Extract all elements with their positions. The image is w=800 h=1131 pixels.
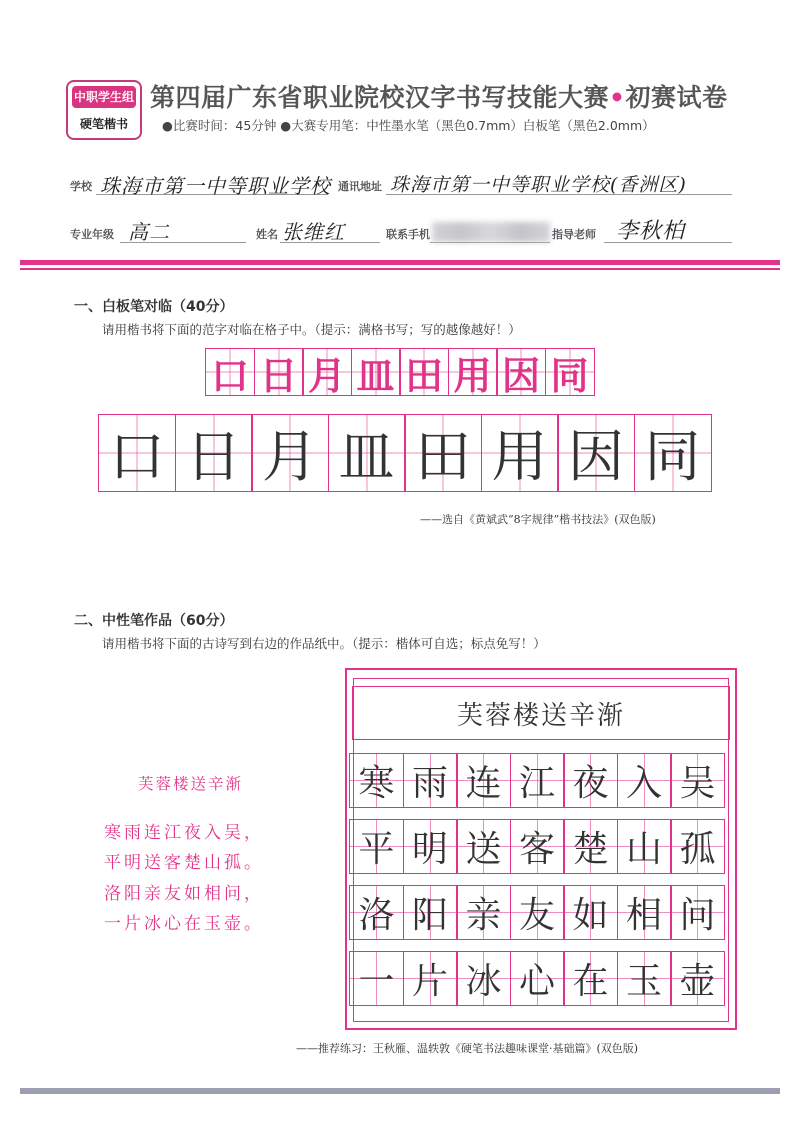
work-char-cell: 夜	[563, 753, 618, 808]
footer-bar	[20, 1088, 780, 1094]
model-char-cell: 因	[496, 348, 546, 396]
section1-title: 一、白板笔对临（40分）	[74, 299, 234, 315]
poem-line: 平明送客楚山孤。	[104, 853, 264, 873]
teacher-value: 李秋柏	[616, 219, 686, 244]
model-char-cell: 月	[302, 348, 352, 396]
work-char-cell: 连	[456, 753, 511, 808]
work-char-cell: 问	[670, 885, 725, 940]
work-char-cell: 壶	[670, 951, 725, 1006]
section2-desc: 请用楷书将下面的古诗写到右边的作品纸中。（提示：楷体可自选；标点免写！）	[102, 636, 546, 651]
exam-info: ●比赛时间：45分钟 ●大赛专用笔：中性墨水笔（黑色0.7mm）白板笔（黑色2.0mm）	[162, 118, 655, 133]
written-char-cell: 日	[175, 414, 253, 492]
work-char-cell: 明	[403, 819, 458, 874]
work-char-cell: 入	[617, 753, 672, 808]
model-char-cell: 同	[545, 348, 595, 396]
title-tail: 初赛试卷	[625, 83, 728, 112]
work-char-cell: 友	[510, 885, 565, 940]
school-value: 珠海市第一中等职业学校	[100, 174, 331, 198]
model-char-cell: 田	[399, 348, 449, 396]
grade-value: 高二	[128, 220, 170, 244]
model-char-cell: 用	[448, 348, 498, 396]
work-char-cell: 江	[510, 753, 565, 808]
work-row	[349, 753, 725, 808]
poem-line: 一片冰心在玉壶。	[104, 914, 264, 934]
written-char-cell: 同	[634, 414, 712, 492]
work-title: 芙蓉楼送辛渐	[352, 686, 730, 740]
section2-source: ——推荐练习：王秋雁、温轶敦《硬笔书法趣味课堂·基础篇》(双色版)	[296, 1042, 639, 1055]
work-char-cell: 玉	[617, 951, 672, 1006]
header-divider-thick	[20, 260, 780, 265]
title-separator: •	[609, 83, 626, 112]
work-char-cell: 平	[349, 819, 404, 874]
badge-category-label: 硬笔楷书	[79, 117, 128, 131]
group-badge	[66, 80, 142, 140]
written-char-cell: 因	[557, 414, 635, 492]
school-label: 学校	[70, 180, 92, 193]
written-char-cell: 口	[98, 414, 176, 492]
work-char-cell: 一	[349, 951, 404, 1006]
poem-line: 洛阳亲友如相问，	[104, 884, 264, 904]
grade-label: 专业年级	[70, 228, 114, 241]
phone-line	[430, 242, 550, 243]
written-char-cell: 用	[481, 414, 559, 492]
header-divider-thin	[20, 268, 780, 270]
work-char-cell: 如	[563, 885, 618, 940]
written-char-cell: 皿	[328, 414, 406, 492]
work-char-cell: 客	[510, 819, 565, 874]
work-char-cell: 雨	[403, 753, 458, 808]
phone-label: 联系手机	[386, 228, 430, 241]
work-row	[349, 885, 725, 940]
section1-source: ——选自《黄斌武“8字规律”楷书技法》(双色版)	[420, 513, 656, 526]
work-char-cell: 吴	[670, 753, 725, 808]
work-char-cell: 楚	[563, 819, 618, 874]
page-title	[150, 78, 728, 114]
work-char-cell: 相	[617, 885, 672, 940]
poem-line: 寒雨连江夜入吴，	[104, 823, 264, 843]
written-char-cell: 月	[251, 414, 329, 492]
badge-group-label: 中职学生组	[72, 86, 136, 108]
section1-desc: 请用楷书将下面的范字对临在格子中。（提示：满格书写；写的越像越好！）	[102, 322, 521, 337]
work-char-cell: 山	[617, 819, 672, 874]
work-row	[349, 819, 725, 874]
work-char-cell: 洛	[349, 885, 404, 940]
model-char-cell: 日	[254, 348, 304, 396]
written-char-cell: 田	[404, 414, 482, 492]
title-main: 第四届广东省职业院校汉字书写技能大赛	[150, 83, 610, 112]
model-char-cell: 口	[205, 348, 255, 396]
name-value: 张维红	[282, 220, 345, 244]
written-chars-row	[98, 414, 712, 492]
work-char-cell: 片	[403, 951, 458, 1006]
teacher-label: 指导老师	[552, 228, 596, 241]
address-label: 通讯地址	[338, 180, 382, 193]
work-char-cell: 在	[563, 951, 618, 1006]
phone-redacted	[432, 222, 550, 242]
work-char-cell: 阳	[403, 885, 458, 940]
work-row	[349, 951, 725, 1006]
work-char-cell: 冰	[456, 951, 511, 1006]
address-value: 珠海市第一中等职业学校(香洲区)	[390, 174, 687, 196]
work-char-cell: 送	[456, 819, 511, 874]
work-char-cell: 孤	[670, 819, 725, 874]
model-chars-row	[205, 348, 595, 396]
work-char-cell: 亲	[456, 885, 511, 940]
section2-title: 二、中性笔作品（60分）	[74, 613, 234, 629]
work-char-cell: 心	[510, 951, 565, 1006]
model-char-cell: 皿	[351, 348, 401, 396]
poem-title: 芙蓉楼送辛渐	[138, 775, 244, 793]
name-label: 姓名	[256, 228, 278, 241]
work-char-cell: 寒	[349, 753, 404, 808]
